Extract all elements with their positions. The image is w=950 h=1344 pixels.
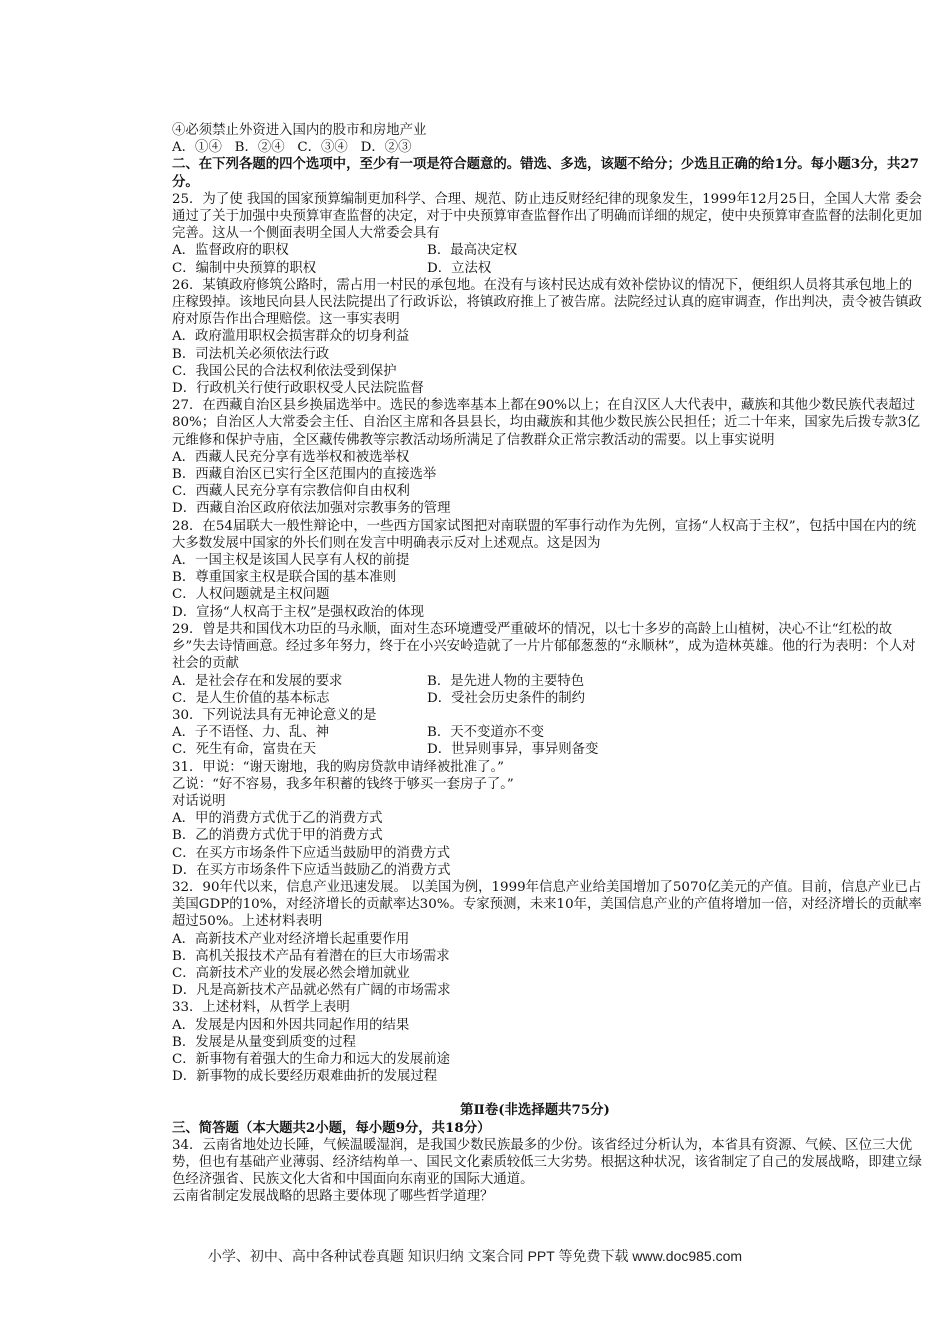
option-text: D．在买方市场条件下应适当鼓励乙的消费方式 <box>172 862 451 878</box>
question-text: 云南省制定发展战略的思路主要体现了哪些哲学道理？ <box>172 1189 494 1205</box>
question-text: 33．上述材料，从哲学上表明 <box>172 1000 350 1016</box>
option-text: B．高机关报技术产品有着潜在的巨大市场需求 <box>172 948 450 964</box>
option-text: A．监督政府的职权 <box>172 243 289 259</box>
section-heading: 第Ⅱ卷(非选择题共75分) <box>460 1102 610 1119</box>
section-heading: 三、简答题（本大题共2小题，每小题9分，共18分） <box>172 1119 491 1136</box>
option-text: D．西藏自治区政府依法加强对宗教事务的管理 <box>172 501 451 517</box>
question-text: ④必须禁止外资进入国内的股市和房地产业 <box>172 123 427 138</box>
option-text: D．凡是高新技术产品就必然有广阔的市场需求 <box>172 983 451 999</box>
option-text: C．编制中央预算的职权 <box>172 260 317 276</box>
option-text: D．受社会历史条件的制约 <box>427 690 586 706</box>
question-text: 28．在54届联大一般性辩论中，一些西方国家试图把对南联盟的军事行动作为先例，宣扬“人权高于主权”，包括中国在内的统大多数发展中国家的外长们则在发言中明确表示反对上述观点。这是因为 <box>172 518 917 551</box>
option-text: A．发展是内因和外因共同起作用的结果 <box>172 1017 410 1033</box>
option-text: B．天不变道亦不变 <box>427 725 544 741</box>
option-text: C．新事物有着强大的生命力和远大的发展前途 <box>172 1051 451 1067</box>
option-row <box>145 673 925 690</box>
option-row <box>145 260 925 277</box>
question-text: 30．下列说法具有无神论意义的是 <box>172 707 377 723</box>
question-text: 29．曾是共和国伐木功臣的马永顺，面对生态环境遭受严重破坏的情况，以七十多岁的高龄上山植树，决心不让“红松的故乡”失去诗情画意。经过多年努力，终于在小兴安岭造就了一片片郁郁葱葱的“永顺林”，成为造林英雄。他的行为表明：个人对社会的贡献 <box>172 621 916 672</box>
option-text: D．新事物的成长要经历艰难曲折的发展过程 <box>172 1069 438 1085</box>
blank-line <box>145 1085 925 1102</box>
option-text: D．行政机关行使行政职权受人民法院监督 <box>172 381 424 397</box>
option-text: B．最高决定权 <box>427 243 518 259</box>
option-row <box>145 741 925 758</box>
option-text: B．尊重国家主权是联合国的基本准则 <box>172 570 397 586</box>
exam-page-body <box>145 122 925 1206</box>
option-text: A．是社会存在和发展的要求 <box>172 673 343 689</box>
option-text: C．在买方市场条件下应适当鼓励甲的消费方式 <box>172 845 451 861</box>
option-text: A．高新技术产业对经济增长起重要作用 <box>172 931 410 947</box>
option-text: D．宣扬“人权高于主权”是强权政治的体现 <box>172 604 425 620</box>
option-text: A．一国主权是该国人民享有人权的前提 <box>172 553 410 569</box>
option-row <box>145 242 925 259</box>
option-text: D．立法权 <box>427 260 492 276</box>
option-text: C．西藏人民充分享有宗教信仰自由权利 <box>172 484 410 500</box>
option-text: B．是先进人物的主要特色 <box>427 673 585 689</box>
option-text: B．发展是从量变到质变的过程 <box>172 1034 356 1050</box>
option-text: C．是人生价值的基本标志 <box>172 690 330 706</box>
option-row <box>145 690 925 707</box>
option-text: A．甲的消费方式优于乙的消费方式 <box>172 811 383 827</box>
option-text: A．政府滥用职权会损害群众的切身利益 <box>172 329 410 345</box>
option-text: C．我国公民的合法权利依法受到保护 <box>172 363 397 379</box>
section-heading: 二、在下列各题的四个选项中，至少有一项是符合题意的。错选、多选，该题不给分；少选且正确的给1分。每小题3分，共27分。 <box>172 156 919 190</box>
option-text: C．高新技术产业的发展必然会增加就业 <box>172 965 410 981</box>
question-text: 25．为了使 我国的国家预算编制更加科学、合理、规范、防止违反财经纪律的现象发生，1999年12月25日，全国人大常 委会通过了关于加强中央预算审查监督的决定，对于中央预算审查监督作出了明确而详细的规定，使中央预算审查监督的法制化更加完善。这从一个侧面表明全国人大常委会具有 <box>172 191 922 242</box>
option-text: A．子不语怪、力、乱、神 <box>172 725 329 741</box>
page-footer: 小学、初中、高中各种试卷真题 知识归纳 文案合同 PPT 等免费下载 www.doc985.com <box>207 1248 743 1264</box>
option-row <box>145 724 925 741</box>
question-text: 乙说：“好不容易，我多年积蓄的钱终于够买一套房子了。” <box>172 776 514 792</box>
option-text: C．死生有命，富贵在天 <box>172 742 317 758</box>
question-text: 34．云南省地处边长陲，气候温暖湿润，是我国少数民族最多的少份。该省经过分析认为，本省具有资源、气候、区位三大优势，但也有基础产业薄弱、经济结构单一、国民文化素质较低三大劣势。根据这种状况，该省制定了自己的发展战略，即建立绿色经济强省、民族文化大省和中国面向东南亚的国际大通道。 <box>172 1137 922 1188</box>
option-text: A．西藏人民充分享有选举权和被选举权 <box>172 449 410 465</box>
question-text: 27．在西藏自治区县乡换届选举中。选民的参选率基本上都在90%以上；在自汉区人大代表中，藏族和其他少数民族代表超过80%；自治区人大常委会主任、自治区主席和各县县长，均由藏族和其他少数民族公民担任；近二十年来，国家先后拨专款3亿元维修和保护寺庙，全区藏传佛教等宗教活动场所满足了信教群众正常宗教活动的需要。以上事实说明 <box>172 398 920 448</box>
question-text: 对话说明 <box>172 793 226 809</box>
question-text: 31．甲说：“谢天谢地，我的购房贷款申请绎被批准了。” <box>172 759 505 775</box>
option-text: D．世异则事异，事异则备变 <box>427 742 599 758</box>
option-text: B．司法机关必须依法行政 <box>172 346 330 362</box>
option-text: B．西藏自治区已实行全区范围内的直接选举 <box>172 467 437 483</box>
option-text: C．人权问题就是主权问题 <box>172 587 330 603</box>
question-text: 26．某镇政府修筑公路时，需占用一村民的承包地。在没有与该村民达成有效补偿协议的情况下，便组织人员将其承包地上的庄稼毁掉。该地民向县人民法院提出了行政诉讼，将镇政府推上了被告席。法院经过认真的庭审调查，作出判决，责令被告镇政府对原告作出合理赔偿。这一事实表明 <box>172 277 922 328</box>
option-text: B．乙的消费方式优于甲的消费方式 <box>172 828 383 844</box>
question-text: 32．90年代以来，信息产业迅速发展。 以美国为例，1999年信息产业给美国增加了5070亿美元的产值。目前，信息产业已占美国GDP的10%，对经济增长的贡献率达30%。专家预测，未来10年，美国信息产业的产值将增加一倍，对经济增长的贡献率超过50%。上述材料表明 <box>172 879 922 930</box>
option-text: A．①④ B．②④ C．③④ D．②③ <box>172 140 412 156</box>
